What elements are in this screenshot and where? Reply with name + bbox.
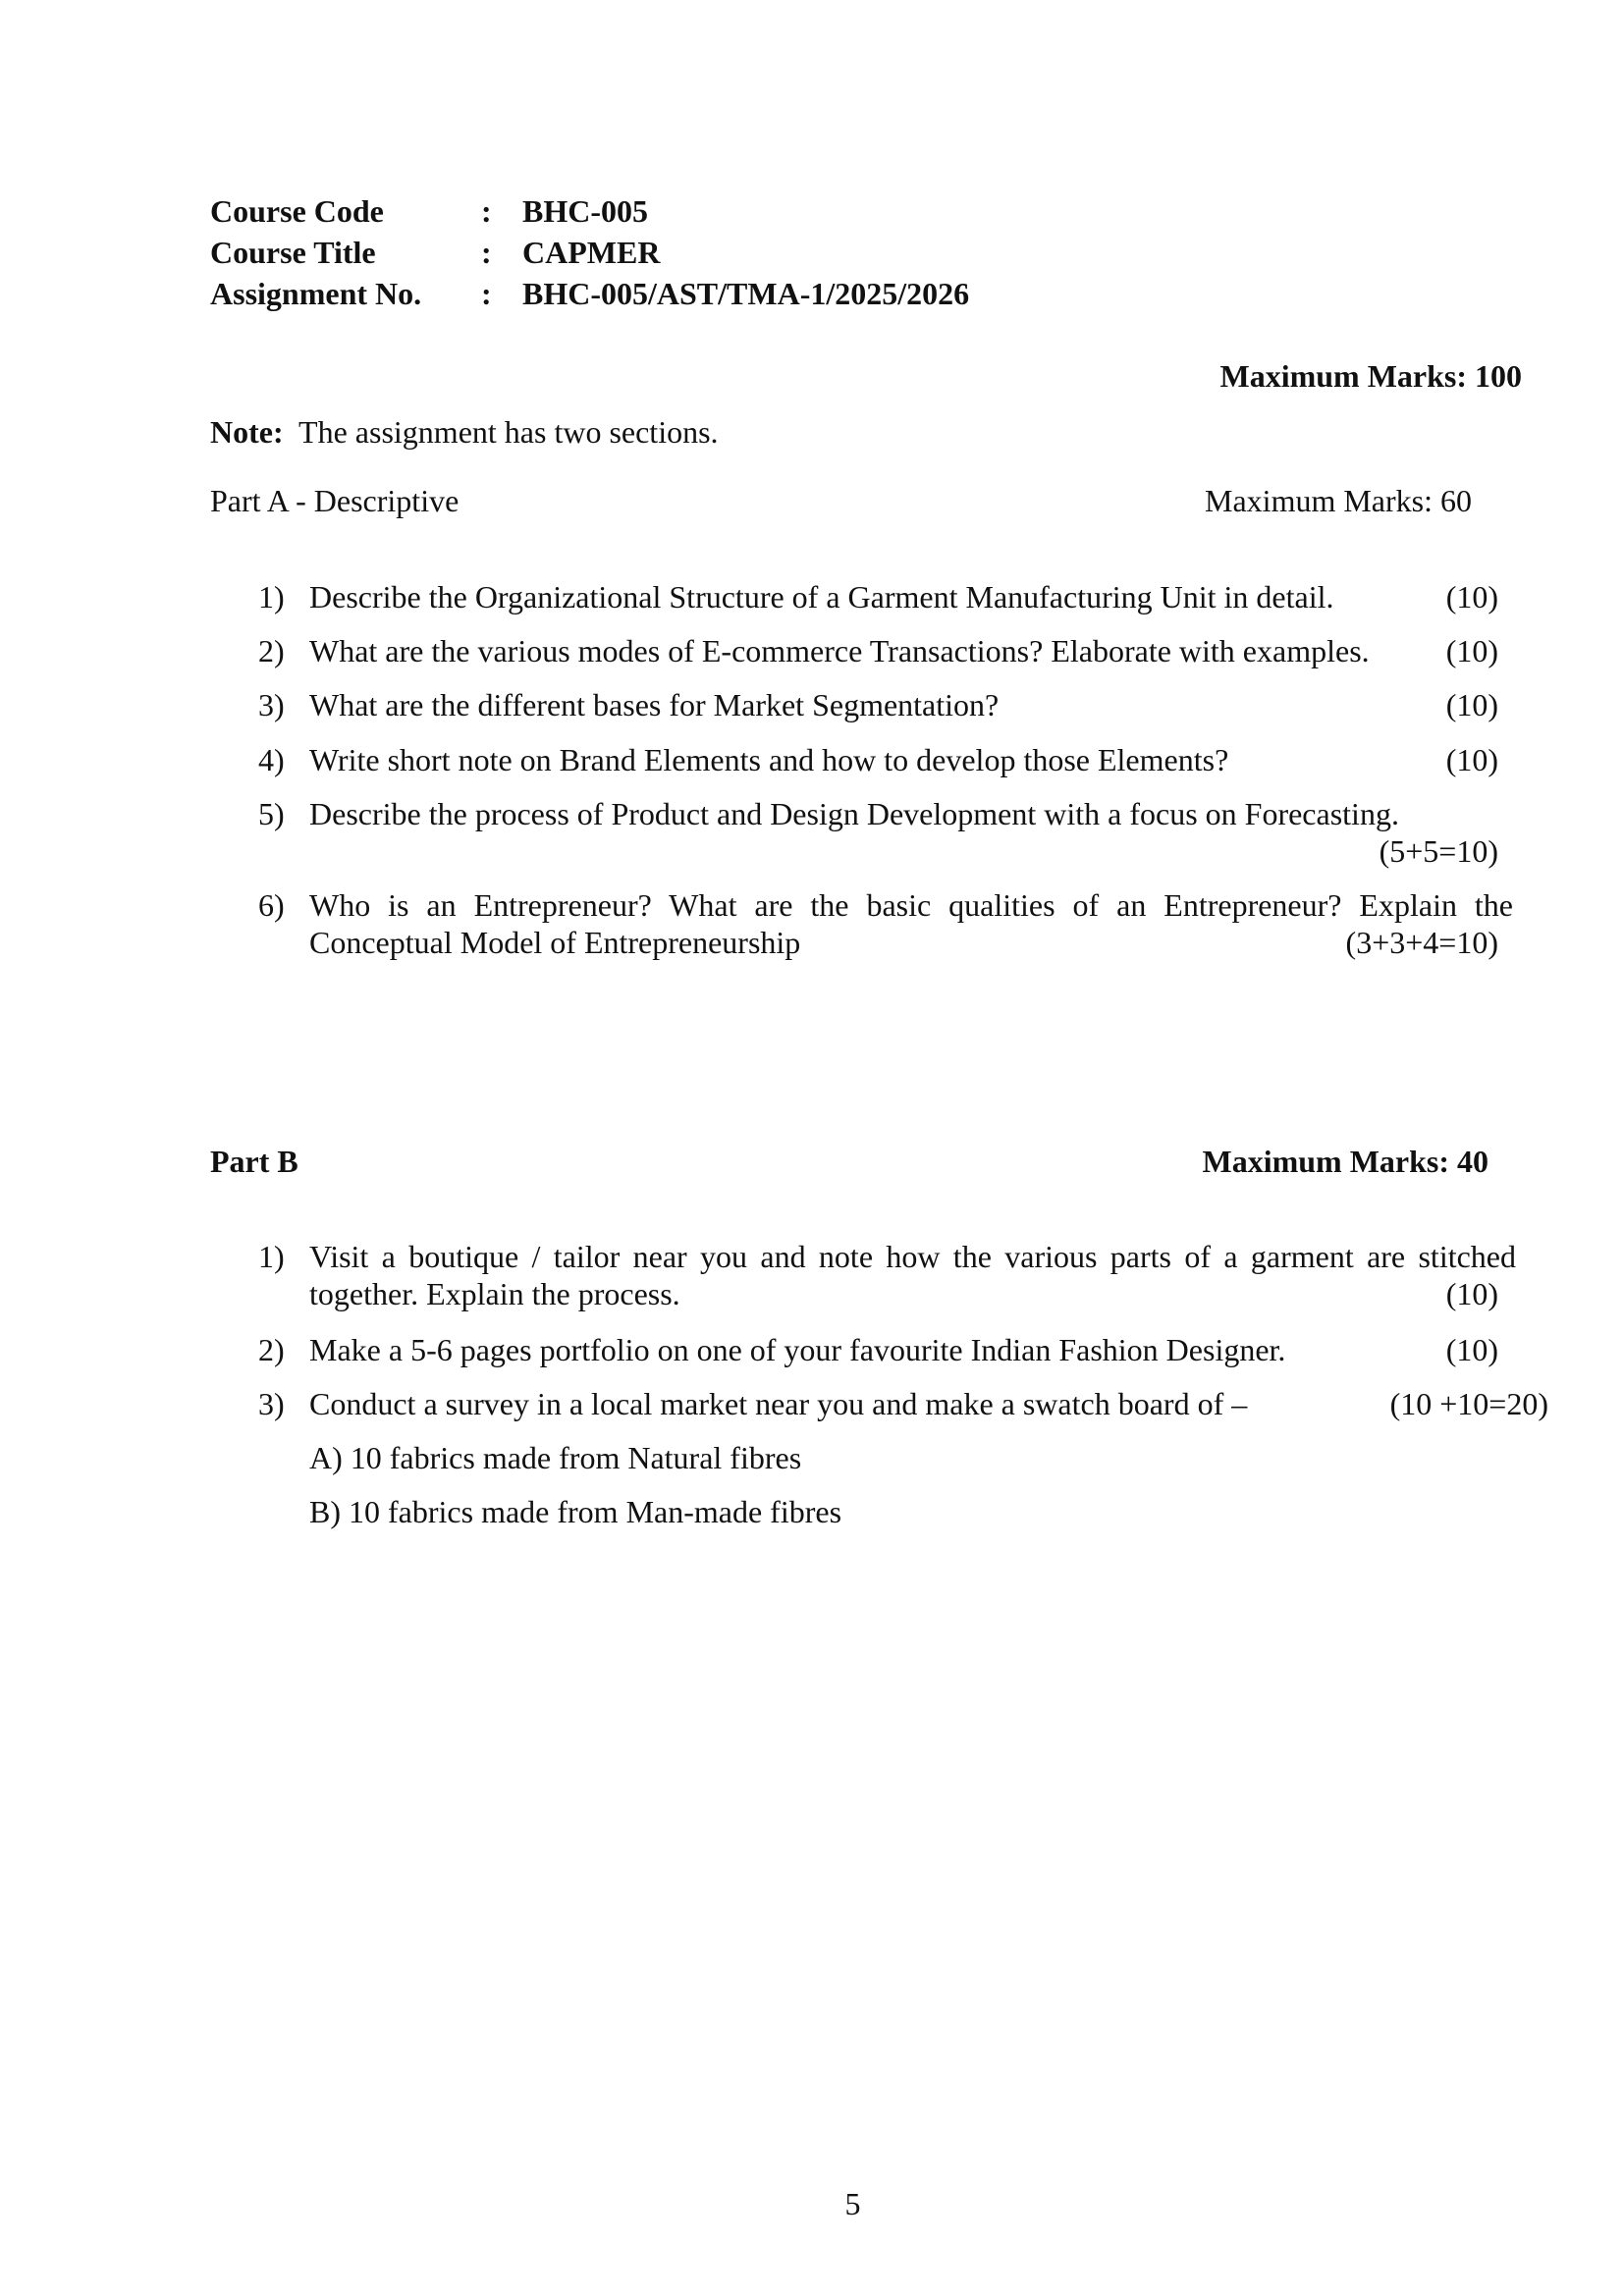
question-marks: (10) (1445, 1332, 1498, 1367)
question-marks: (10) (1445, 742, 1498, 777)
question-number: 5) (258, 796, 285, 831)
question-marks: (10) (1445, 687, 1498, 722)
course-title-value: CAPMER (522, 235, 661, 270)
max-marks-total: Maximum Marks: 100 (1219, 358, 1522, 394)
course-code-value: BHC-005 (522, 193, 648, 229)
assignment-colon: : (481, 276, 492, 311)
assignment-value: BHC-005/AST/TMA-1/2025/2026 (522, 276, 970, 311)
course-code-label: Course Code (210, 193, 384, 229)
question-text: Write short note on Brand Elements and how to develop those Elements? (309, 742, 1229, 777)
note-label: Note: (210, 414, 284, 450)
question-number: 1) (258, 1239, 285, 1274)
note-text: The assignment has two sections. (298, 414, 719, 450)
course-code-colon: : (481, 193, 492, 229)
question-number: 1) (258, 579, 285, 614)
question-text: Describe the Organizational Structure of a Garment Manufacturing Unit in detail. (309, 579, 1334, 614)
question-text: Visit a boutique / tailor near you and note how the various parts of a garment are stitched (309, 1239, 1516, 1274)
question-number: 3) (258, 1386, 285, 1421)
question-text: What are the various modes of E-commerce Transactions? Elaborate with examples. (309, 633, 1370, 668)
question-text-continued: together. Explain the process. (309, 1276, 680, 1311)
question-marks: (10) (1445, 1276, 1498, 1311)
question-marks: (5+5=10) (1379, 833, 1498, 869)
part-b-title: Part B (210, 1144, 298, 1179)
question-marks: (10) (1445, 633, 1498, 668)
sub-item: B) 10 fabrics made from Man-made fibres (309, 1494, 842, 1529)
course-title-colon: : (481, 235, 492, 270)
part-a-max-marks: Maximum Marks: 60 (1205, 483, 1472, 518)
question-text: Describe the process of Product and Design Development with a focus on Forecasting. (309, 796, 1399, 831)
question-text-continued: Conceptual Model of Entrepreneurship (309, 925, 801, 960)
question-text: Make a 5-6 pages portfolio on one of your favourite Indian Fashion Designer. (309, 1332, 1286, 1367)
question-number: 6) (258, 887, 285, 923)
question-text: Conduct a survey in a local market near you and make a swatch board of – (309, 1386, 1248, 1421)
question-number: 2) (258, 633, 285, 668)
question-text: What are the different bases for Market Segmentation? (309, 687, 1000, 722)
course-title-label: Course Title (210, 235, 376, 270)
question-marks: (3+3+4=10) (1345, 925, 1498, 960)
note (210, 413, 719, 451)
assignment-label: Assignment No. (210, 276, 422, 311)
question-number: 2) (258, 1332, 285, 1367)
question-text: Who is an Entrepreneur? What are the basic qualities of an Entrepreneur? Explain the (309, 887, 1513, 923)
sub-item: A) 10 fabrics made from Natural fibres (309, 1440, 802, 1475)
question-number: 3) (258, 687, 285, 722)
question-number: 4) (258, 742, 285, 777)
part-b-max-marks: Maximum Marks: 40 (1202, 1144, 1488, 1179)
question-marks: (10) (1445, 579, 1498, 614)
page-number: 5 (844, 2186, 861, 2221)
question-marks: (10 +10=20) (1389, 1386, 1548, 1421)
part-a-title: Part A - Descriptive (210, 483, 460, 518)
